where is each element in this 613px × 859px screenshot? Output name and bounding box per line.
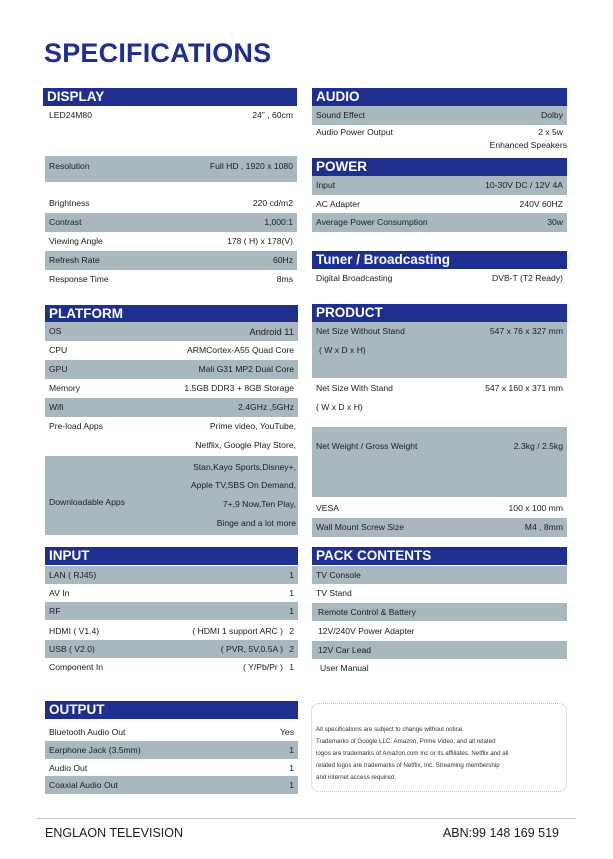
power-header: POWER (312, 158, 567, 176)
spec-value-extra: Enhanced Speakers (489, 140, 567, 150)
footer-abn: ABN:99 148 169 519 (442, 826, 559, 840)
preload-apps-label: Pre-load Apps (49, 421, 103, 431)
spec-value: M4 , 8mm (524, 522, 563, 532)
spec-value: 547 x 76 x 327 mm (489, 326, 563, 336)
pack-item-label: 12V Car Lead (318, 645, 372, 655)
spec-row (45, 156, 297, 182)
spec-value: 1 (289, 662, 294, 672)
disclaimer-note (311, 703, 567, 792)
spec-value: 1 (289, 780, 294, 790)
spec-label: Coaxial Audio Out (49, 780, 118, 790)
spec-label: Component In (49, 662, 103, 672)
spec-row (45, 723, 298, 741)
spec-value: Full HD , 1920 x 1080 (209, 161, 293, 171)
spec-unit: ( W x D x H) (319, 345, 366, 355)
spec-value: Mali G31 MP2 Dual Core (198, 364, 294, 374)
spec-label: GPU (49, 364, 68, 374)
spec-value: 240V 60HZ (519, 199, 563, 209)
spec-row (45, 379, 298, 398)
spec-label: Response Time (49, 274, 109, 284)
spec-row (45, 398, 298, 417)
spec-note: ( PVR, 5V,0.5A ) (220, 644, 283, 654)
spec-label: Earphone Jack (3.5mm) (49, 745, 141, 755)
spec-label: AC Adapter (316, 199, 360, 209)
note-line: All specifications are subject to change without notice. (316, 726, 464, 733)
spec-value: 547 x 160 x 371 mm (485, 383, 563, 393)
spec-row (45, 194, 297, 213)
spec-label: Memory (49, 383, 81, 393)
spec-value: 1.5GB DDR3 + 8GB Storage (184, 383, 294, 393)
spec-label: Wifi (49, 402, 64, 412)
spec-label: Contrast (49, 217, 82, 227)
footer-brand: ENGLAON TELEVISION (45, 826, 184, 840)
spec-label: Net Weight / Gross Weight (316, 441, 418, 451)
spec-value: ARMCortex-A55 Quad Core (187, 345, 294, 355)
pack-item-label: TV Console (316, 570, 361, 580)
spec-value: 2.4GHz ,5GHz (238, 402, 294, 412)
output-header: OUTPUT (45, 701, 298, 719)
pack-item (312, 566, 567, 584)
spec-value: 2.3kg / 2.5kg (513, 441, 563, 451)
downloadable-apps-line: Stan,Kayo Sports,Disney+, (193, 462, 296, 472)
spec-value: 2 x 5w (538, 127, 563, 137)
pack-item (312, 584, 567, 602)
spec-label: Audio Power Output (316, 127, 393, 137)
spec-value: 2 (289, 626, 294, 636)
spec-value: DVB-T (T2 Ready) (492, 273, 563, 283)
spec-value: 2 (289, 644, 294, 654)
spec-row (312, 269, 567, 288)
spec-label: VESA (316, 503, 339, 513)
footer-divider (36, 818, 576, 819)
spec-label: Sound Effect (316, 110, 366, 120)
spec-value: 1 (289, 588, 294, 598)
note-line: and internet access required. (316, 774, 396, 781)
spec-note: ( HDMI 1 support ARC ) (192, 626, 283, 636)
spec-row (45, 741, 298, 759)
spec-value: 1 (289, 606, 294, 616)
note-line: Trademarks of Google LLC. Amazon, Prime Video, and all related (316, 738, 496, 745)
spec-label: Brightness (49, 198, 90, 208)
pack-contents-header: PACK CONTENTS (312, 547, 567, 565)
spec-label: Resolution (49, 161, 90, 171)
spec-row (312, 518, 567, 537)
spec-row (45, 658, 298, 676)
spec-row (45, 270, 297, 289)
spec-value: 220 cd/m2 (252, 198, 293, 208)
spec-label: AV In (49, 588, 70, 598)
pack-item-label: TV Stand (316, 588, 352, 598)
spec-row (45, 341, 298, 360)
preload-apps-line: Netflix, Google Play Store, (195, 440, 296, 450)
spec-value: 60Hz (272, 255, 293, 265)
downloadable-apps-line: 7+,9 Now,Ten Play, (222, 499, 296, 509)
pack-item-label: User Manual (320, 663, 369, 673)
pack-item-label: Remote Control & Battery (318, 607, 416, 617)
spec-row (45, 622, 298, 640)
spec-value: 1 (289, 763, 294, 773)
platform-header: PLATFORM (45, 305, 298, 323)
spec-value: 1 (289, 745, 294, 755)
pack-item (312, 603, 567, 621)
spec-unit: ( W x D x H) (316, 402, 363, 412)
spec-row (45, 584, 298, 602)
spec-row (45, 213, 297, 232)
spec-label: USB ( V2.0) (49, 644, 95, 654)
preload-apps-line: Prime video, YouTube, (209, 421, 296, 431)
spec-label: Net Size Without Stand (316, 326, 405, 336)
pack-item-label: 12V/240V Power Adapter (318, 626, 415, 636)
display-header: DISPLAY (43, 88, 297, 106)
display-model-row (45, 106, 297, 125)
spec-label: Refresh Rate (49, 255, 100, 265)
spec-label: Wall Mount Screw Size (316, 522, 405, 532)
downloadable-apps-line: Apple TV,SBS On Demand, (190, 480, 296, 490)
model-label: LED24M80 (49, 110, 92, 120)
spec-value: Android 11 (249, 326, 294, 337)
spec-row (312, 213, 567, 232)
spec-row (45, 640, 298, 658)
spec-row (45, 322, 298, 341)
spec-label: Net Size With Stand (316, 383, 393, 393)
spec-label: Bluetooth Audio Out (49, 727, 126, 737)
spec-label: LAN ( RJ45) (49, 570, 97, 580)
pack-item (312, 622, 567, 640)
spec-label: Audio Out (49, 763, 88, 773)
spec-label: Average Power Consumption (316, 217, 428, 227)
spec-row (45, 759, 298, 777)
note-line: related logos are trademarks of Netflix, Inc. Streaming membership (316, 762, 500, 769)
spec-value: 8ms (276, 274, 293, 284)
spec-label: OS (49, 326, 62, 336)
downloadable-apps-label: Downloadable Apps (49, 497, 125, 507)
audio-header: AUDIO (312, 88, 567, 106)
spec-value: 100 x 100 mm (508, 503, 563, 513)
pack-item (312, 659, 567, 677)
product-header: PRODUCT (312, 304, 567, 322)
spec-label: RF (49, 606, 61, 616)
spec-label: Input (316, 180, 336, 190)
spec-row (45, 776, 298, 794)
spec-note: ( Y/Pb/Pr ) (243, 662, 283, 672)
spec-value: 1 (289, 570, 294, 580)
note-line: logos are trademarks of Amazon.com Inc or its affiliates. Netflix and all (316, 750, 509, 757)
spec-row (45, 232, 297, 251)
screen-size-value: 24" , 60cm (252, 110, 293, 120)
spec-row (45, 602, 298, 620)
downloadable-apps-line: Binge and a lot more (216, 518, 296, 528)
pack-item (312, 641, 567, 659)
spec-value: 178 ( H) x 178(V) (227, 236, 293, 246)
spec-value: 30w (547, 217, 563, 227)
spec-row (312, 176, 567, 195)
spec-row (45, 251, 297, 270)
spec-label: Viewing Angle (49, 236, 103, 246)
spec-label: Digital Broadcasting (316, 273, 393, 283)
tuner-header: Tuner / Broadcasting (312, 251, 567, 269)
spec-value: 1,000:1 (264, 217, 293, 227)
spec-row (45, 566, 298, 584)
spec-value: 10-30V DC / 12V 4A (485, 180, 563, 190)
spec-row (312, 195, 567, 214)
input-header: INPUT (45, 547, 298, 565)
spec-label: HDMI ( V1.4) (49, 626, 100, 636)
spec-label: CPU (49, 345, 68, 355)
page-title: SPECIFICATIONS (44, 38, 272, 68)
spec-value: Dolby (541, 110, 563, 120)
spec-value: Yes (279, 727, 294, 737)
spec-row (45, 360, 298, 379)
